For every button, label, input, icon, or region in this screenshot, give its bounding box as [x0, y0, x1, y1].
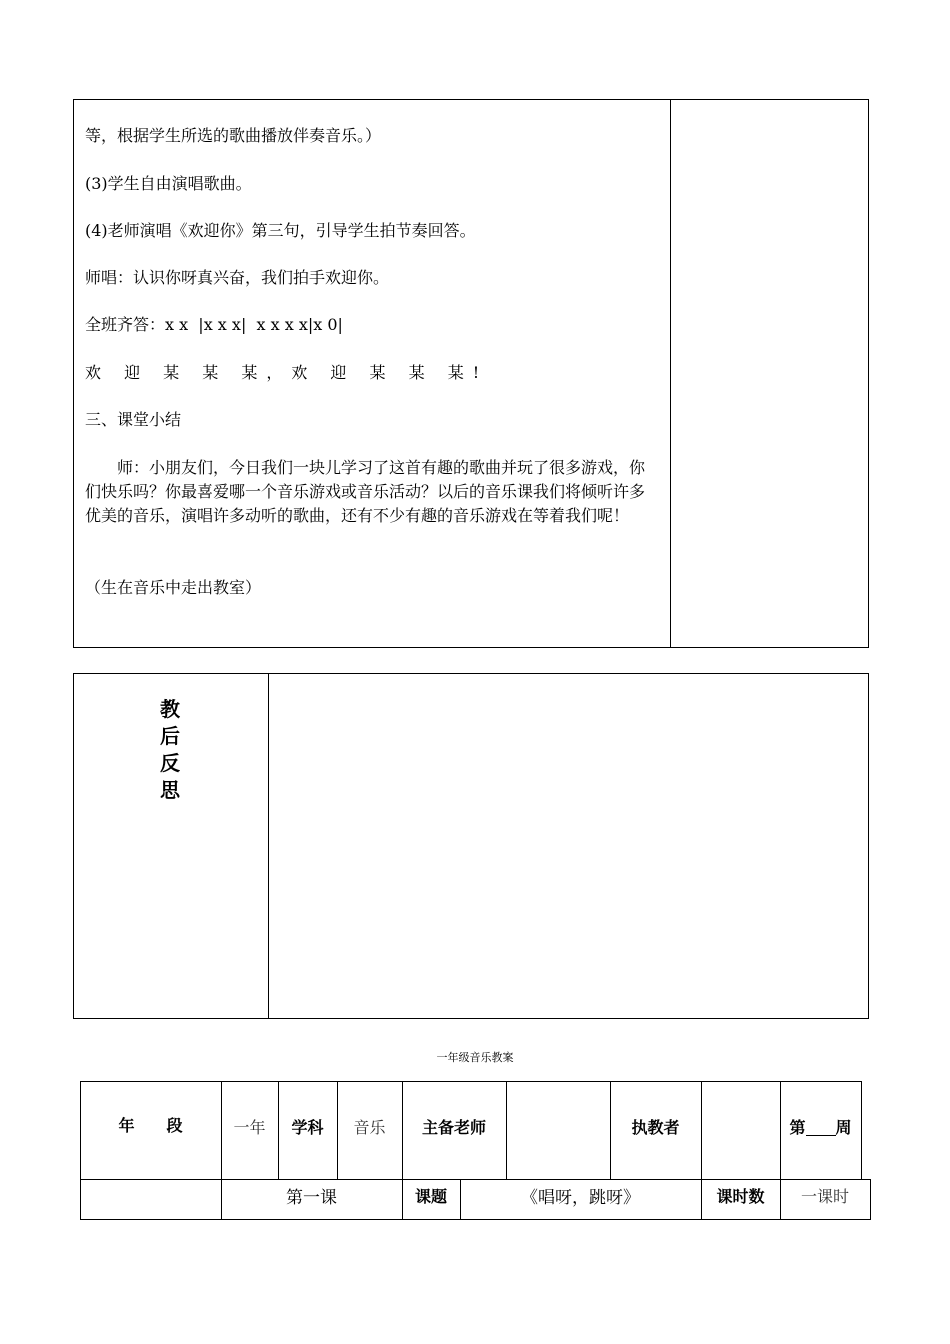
section-heading-summary: 三、课堂小结: [85, 410, 182, 429]
teacher-label: 执教者: [631, 1117, 680, 1137]
lesson-line-2: (3)学生自由演唱歌曲。: [85, 174, 252, 193]
week-cell: [780, 1106, 861, 1146]
lesson-line-1: 等，根据学生所选的歌曲播放伴奏音乐。）: [85, 126, 382, 145]
info-table-bottom-border: [80, 1219, 871, 1220]
lead-teacher-label: 主备老师: [421, 1117, 486, 1137]
teacher-value: [701, 1106, 780, 1146]
col-divider-10: [861, 1081, 862, 1179]
info-table-top-border: [80, 1081, 862, 1082]
lesson-line-3: (4)老师演唱《欢迎你》第三句，引导学生拍节奏回答。: [85, 221, 476, 240]
info-table-right-border: [870, 1179, 871, 1220]
periods-value: 一课时: [800, 1186, 849, 1206]
summary-paragraph: 师：小朋友们，今日我们一块儿学习了这首有趣的歌曲并玩了很多游戏，你们快乐吗？你最喜爱哪一个音乐游戏或音乐活动？以后的音乐课我们将倾听许多优美的音乐，演唱许多动听的歌曲，还有不少有趣的音乐游戏在等着我们呢！: [85, 458, 646, 525]
info-table-left-border: [80, 1081, 81, 1220]
lead-teacher-value: [506, 1106, 610, 1146]
topic-value: 《唱呀，跳呀》: [521, 1187, 640, 1208]
week-prefix: 第: [789, 1117, 806, 1137]
subject-value: 音乐: [353, 1117, 386, 1137]
week-value: [806, 1117, 836, 1136]
welcome-lyrics-line: 欢 迎 某 某 某，欢 迎 某 某 某!: [85, 363, 489, 382]
lesson-line-4: 师唱：认识你呀真兴奋，我们拍手欢迎你。: [85, 268, 390, 287]
week-suffix: 周: [835, 1117, 852, 1137]
closing-line: （生在音乐中走出教室）: [85, 578, 262, 597]
lesson-notes-divider: [670, 99, 671, 648]
periods-label: 课时数: [716, 1186, 765, 1206]
grade-label: 年 段: [118, 1115, 183, 1135]
subject-label: 学科: [291, 1117, 324, 1137]
topic-label: 课题: [414, 1186, 447, 1206]
reflection-divider: [268, 673, 269, 1019]
page-caption: 一年级音乐教案: [436, 1051, 514, 1064]
rhythm-answer-line: 全班齐答：x x |x x x| x x x x|x 0|: [85, 315, 343, 334]
grade-value: 一年: [233, 1117, 266, 1137]
reflection-label: 教后反思: [160, 697, 180, 802]
reflection-box: [73, 673, 869, 1019]
lesson-number-value: 第一课: [286, 1187, 337, 1208]
